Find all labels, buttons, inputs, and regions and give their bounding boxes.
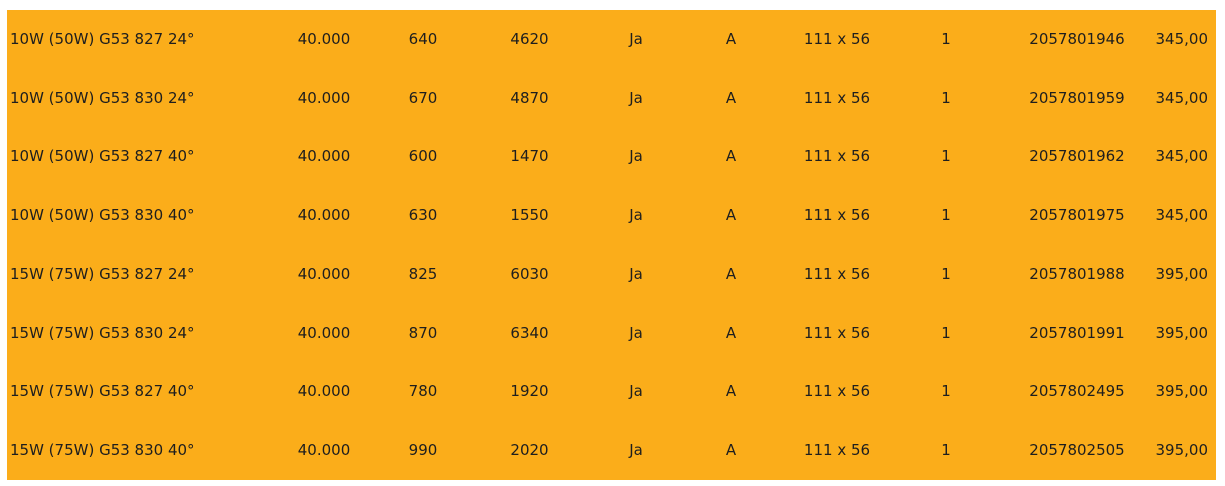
lamp-name-cell: 10W (50W) G53 830 40°: [10, 206, 195, 225]
energy-class-cell: A: [725, 382, 737, 401]
ean-code-cell: 2057801946: [1029, 29, 1125, 48]
lifetime-cell: 40.000: [297, 29, 351, 48]
price-cell: 345,00: [1155, 29, 1208, 48]
energy-class-cell: A: [725, 441, 737, 460]
table-row: [7, 186, 1216, 245]
dimensions-cell: 111 x 56: [803, 382, 871, 401]
lamp-name-cell: 15W (75W) G53 830 40°: [10, 441, 195, 460]
dimensions-cell: 111 x 56: [803, 29, 871, 48]
dimmable-cell: Ja: [629, 147, 643, 166]
lifetime-cell: 40.000: [297, 264, 351, 283]
lumen-cell: 870: [408, 323, 438, 342]
price-cell: 345,00: [1155, 147, 1208, 166]
pack-quantity-cell: 1: [941, 441, 951, 460]
dimensions-cell: 111 x 56: [803, 323, 871, 342]
lumen-cell: 640: [408, 29, 438, 48]
table-row: [7, 421, 1216, 480]
table-row: [7, 304, 1216, 363]
pack-quantity-cell: 1: [941, 264, 951, 283]
lifetime-cell: 40.000: [297, 147, 351, 166]
candela-cell: 1470: [510, 147, 549, 166]
lamp-name-cell: 10W (50W) G53 827 24°: [10, 29, 195, 48]
dimmable-cell: Ja: [629, 382, 643, 401]
table-row: [7, 69, 1216, 128]
ean-code-cell: 2057802505: [1029, 441, 1125, 460]
lifetime-cell: 40.000: [297, 206, 351, 225]
price-cell: 395,00: [1155, 264, 1208, 283]
candela-cell: 6030: [510, 264, 549, 283]
dimensions-cell: 111 x 56: [803, 88, 871, 107]
dimensions-cell: 111 x 56: [803, 206, 871, 225]
product-table: [7, 10, 1216, 480]
table-row: [7, 128, 1216, 187]
ean-code-cell: 2057802495: [1029, 382, 1125, 401]
product-rows: [7, 10, 1216, 480]
ean-code-cell: 2057801959: [1029, 88, 1125, 107]
lifetime-cell: 40.000: [297, 88, 351, 107]
pack-quantity-cell: 1: [941, 382, 951, 401]
lifetime-cell: 40.000: [297, 382, 351, 401]
dimmable-cell: Ja: [629, 323, 643, 342]
dimmable-cell: Ja: [629, 206, 643, 225]
lifetime-cell: 40.000: [297, 441, 351, 460]
dimmable-cell: Ja: [629, 29, 643, 48]
dimensions-cell: 111 x 56: [803, 147, 871, 166]
lifetime-cell: 40.000: [297, 323, 351, 342]
price-cell: 395,00: [1155, 382, 1208, 401]
lamp-name-cell: 10W (50W) G53 827 40°: [10, 147, 195, 166]
product-table-panel: [7, 10, 1216, 480]
candela-cell: 1550: [510, 206, 549, 225]
candela-cell: 1920: [510, 382, 549, 401]
table-row: [7, 363, 1216, 422]
lamp-name-cell: 15W (75W) G53 830 24°: [10, 323, 195, 342]
energy-class-cell: A: [725, 147, 737, 166]
lumen-cell: 780: [408, 382, 438, 401]
candela-cell: 4620: [510, 29, 549, 48]
lamp-name-cell: 15W (75W) G53 827 24°: [10, 264, 195, 283]
ean-code-cell: 2057801991: [1029, 323, 1125, 342]
lumen-cell: 630: [408, 206, 438, 225]
pack-quantity-cell: 1: [941, 323, 951, 342]
lamp-name-cell: 15W (75W) G53 827 40°: [10, 382, 195, 401]
energy-class-cell: A: [725, 323, 737, 342]
dimmable-cell: Ja: [629, 441, 643, 460]
price-cell: 395,00: [1155, 323, 1208, 342]
price-cell: 345,00: [1155, 206, 1208, 225]
pack-quantity-cell: 1: [941, 147, 951, 166]
energy-class-cell: A: [725, 264, 737, 283]
dimmable-cell: Ja: [629, 88, 643, 107]
lumen-cell: 600: [408, 147, 438, 166]
dimensions-cell: 111 x 56: [803, 441, 871, 460]
dimmable-cell: Ja: [629, 264, 643, 283]
energy-class-cell: A: [725, 29, 737, 48]
lamp-name-cell: 10W (50W) G53 830 24°: [10, 88, 195, 107]
pack-quantity-cell: 1: [941, 206, 951, 225]
price-cell: 395,00: [1155, 441, 1208, 460]
ean-code-cell: 2057801962: [1029, 147, 1125, 166]
candela-cell: 6340: [510, 323, 549, 342]
energy-class-cell: A: [725, 88, 737, 107]
lumen-cell: 670: [408, 88, 438, 107]
pack-quantity-cell: 1: [941, 29, 951, 48]
lumen-cell: 825: [408, 264, 438, 283]
ean-code-cell: 2057801975: [1029, 206, 1125, 225]
table-row: [7, 10, 1216, 69]
table-row: [7, 245, 1216, 304]
candela-cell: 2020: [510, 441, 549, 460]
ean-code-cell: 2057801988: [1029, 264, 1125, 283]
dimensions-cell: 111 x 56: [803, 264, 871, 283]
candela-cell: 4870: [510, 88, 549, 107]
price-cell: 345,00: [1155, 88, 1208, 107]
lumen-cell: 990: [408, 441, 438, 460]
energy-class-cell: A: [725, 206, 737, 225]
pack-quantity-cell: 1: [941, 88, 951, 107]
